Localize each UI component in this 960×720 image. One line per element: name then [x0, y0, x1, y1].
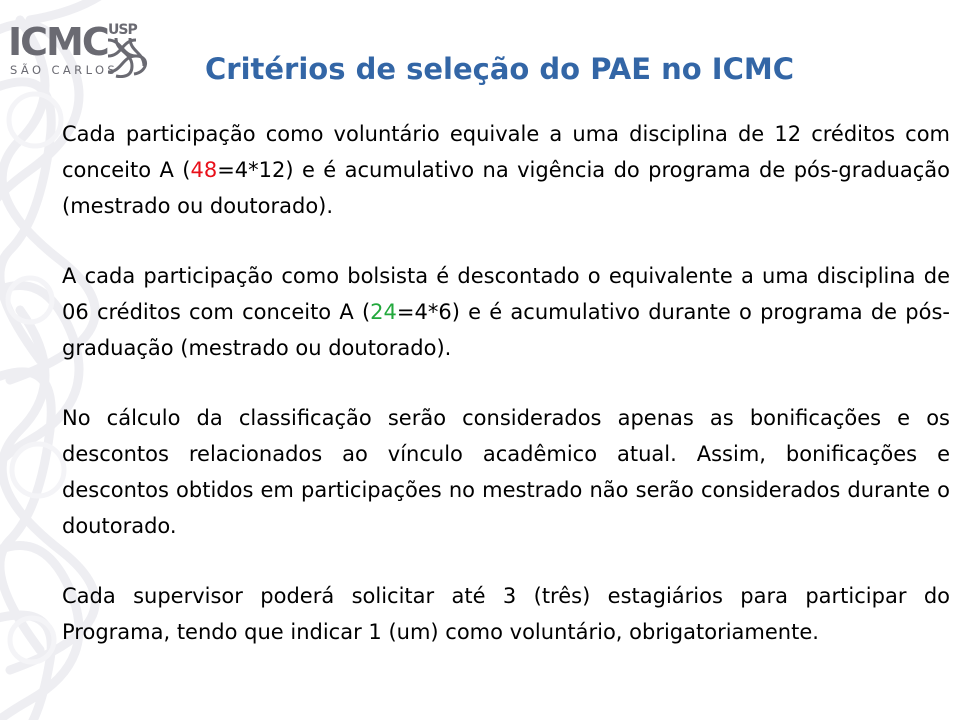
classification-paragraph: No cálculo da classificação serão considerados apenas as bonificações e os descontos relacionados ao vínculo acadêmico atual. Assim, bonificações e descontos obtidos em participações no mestrado não serão considerados durante o doutorado. — [62, 406, 950, 538]
scholarship-text-start: A cada participação como bolsista é descontado o equivalente a uma disciplina de 06 créditos com conceito A ( — [62, 264, 950, 324]
scholarship-text-end: =4*6) e é acumulativo durante o programa de pós-graduação (mestrado ou doutorado). — [62, 300, 950, 360]
icmc-usp-logo — [8, 14, 158, 84]
volunteer-paragraph — [62, 116, 950, 224]
scholarship-credit-value: 24 — [370, 300, 397, 324]
logo-subtitle: SÃO CARLOS — [10, 63, 119, 77]
scholarship-paragraph — [62, 258, 950, 366]
page-title: Critérios de seleção do PAE no ICMC — [205, 52, 795, 86]
slide-body — [62, 116, 950, 684]
volunteer-text-start: Cada participação como voluntário equivale a uma disciplina de 12 créditos com conceito A ( — [62, 122, 950, 182]
logo-usp-text: USP — [108, 22, 137, 38]
supervisor-paragraph: Cada supervisor poderá solicitar até 3 (três) estagiários para participar do Programa, tendo que indicar 1 (um) como voluntário, obrigatoriamente. — [62, 584, 950, 644]
logo-icmc-text: ICMC — [8, 20, 108, 64]
volunteer-text-end: =4*12) e é acumulativo na vigência do programa de pós-graduação (mestrado ou doutorado). — [62, 158, 951, 218]
volunteer-credit-value: 48 — [190, 158, 218, 182]
